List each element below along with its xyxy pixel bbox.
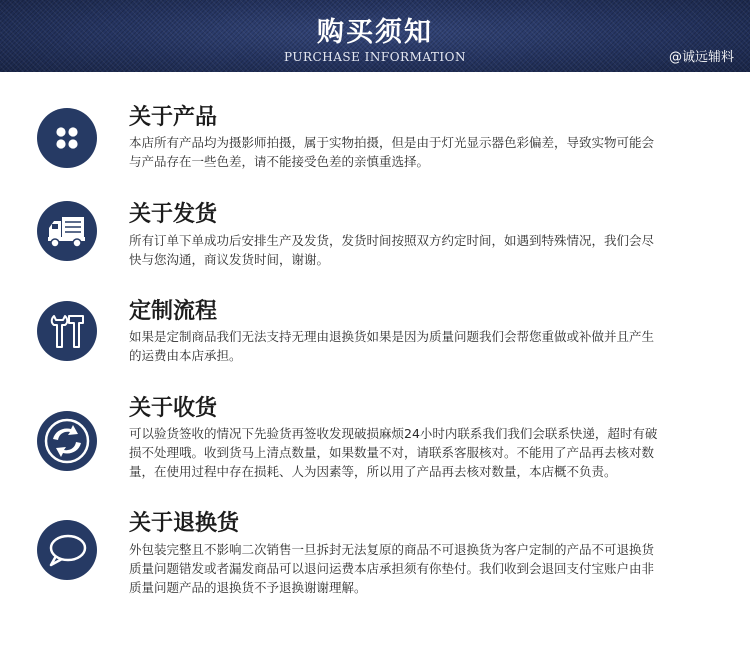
body-line: 与产品存在一些色差，请不能接受色差的亲慎重选择。 [129,154,430,169]
body-line: 的运费由本店承担。 [129,348,242,363]
body-line: 本店所有产品均为摄影师拍摄，属于实物拍摄，但是由于灯光显示器色彩偏差，导致实物可能会 [129,135,655,150]
section-body [129,540,721,597]
body-line: 可以验货签收的情况下先验货再签收发现破损麻烦24小时内联系我们我们会联系快递，超时有破 [129,426,658,441]
section-title: 关于发货 [129,202,218,227]
body-line: 质量问题产品的退换货不予退换谢谢理解。 [129,580,367,595]
section-title: 定制流程 [129,299,218,324]
body-line: 快与您沟通，商议发货时间，谢谢。 [129,252,330,267]
body-line: 量，在使用过程中存在损耗、人为因素等，所以用了产品再去核对数量，本店概不负责。 [129,464,617,479]
section-body [129,327,721,365]
header-banner [0,0,750,72]
section-title: 关于退换货 [129,511,240,536]
section-title: 关于产品 [129,105,218,130]
section-title: 关于收货 [129,396,218,421]
page-title: 购买须知 [317,17,433,48]
body-line: 损不处理哦。收到货马上清点数量，如果数量不对，请联系客服核对。不能用了产品再去核对数 [129,445,655,460]
body-line: 外包装完整且不影响二次销售一旦拆封无法复原的商品不可退换货为客户定制的产品不可退换货 [129,542,655,557]
refresh-arrows-icon [37,411,97,471]
wrench-hammer-icon [37,301,97,361]
body-line: 质量问题错发或者漏发商品可以退问运费本店承担须有你垫付。我们收到会退回支付宝账户由非 [129,561,655,576]
brand-watermark: @诚远辅料 [668,50,734,65]
section-body [129,133,721,171]
body-line: 所有订单下单成功后安排生产及发货，发货时间按照双方约定时间，如遇到特殊情况，我们会尽 [129,233,655,248]
section-body [129,231,721,269]
page-subtitle: PURCHASE INFORMATION [284,50,466,64]
section-body [129,424,721,481]
delivery-truck-icon [37,201,97,261]
four-dots-icon [37,108,97,168]
chat-bubble-icon [37,520,97,580]
body-line: 如果是定制商品我们无法支持无理由退换货如果是因为质量问题我们会帮您重做或补做并且产生 [129,329,655,344]
